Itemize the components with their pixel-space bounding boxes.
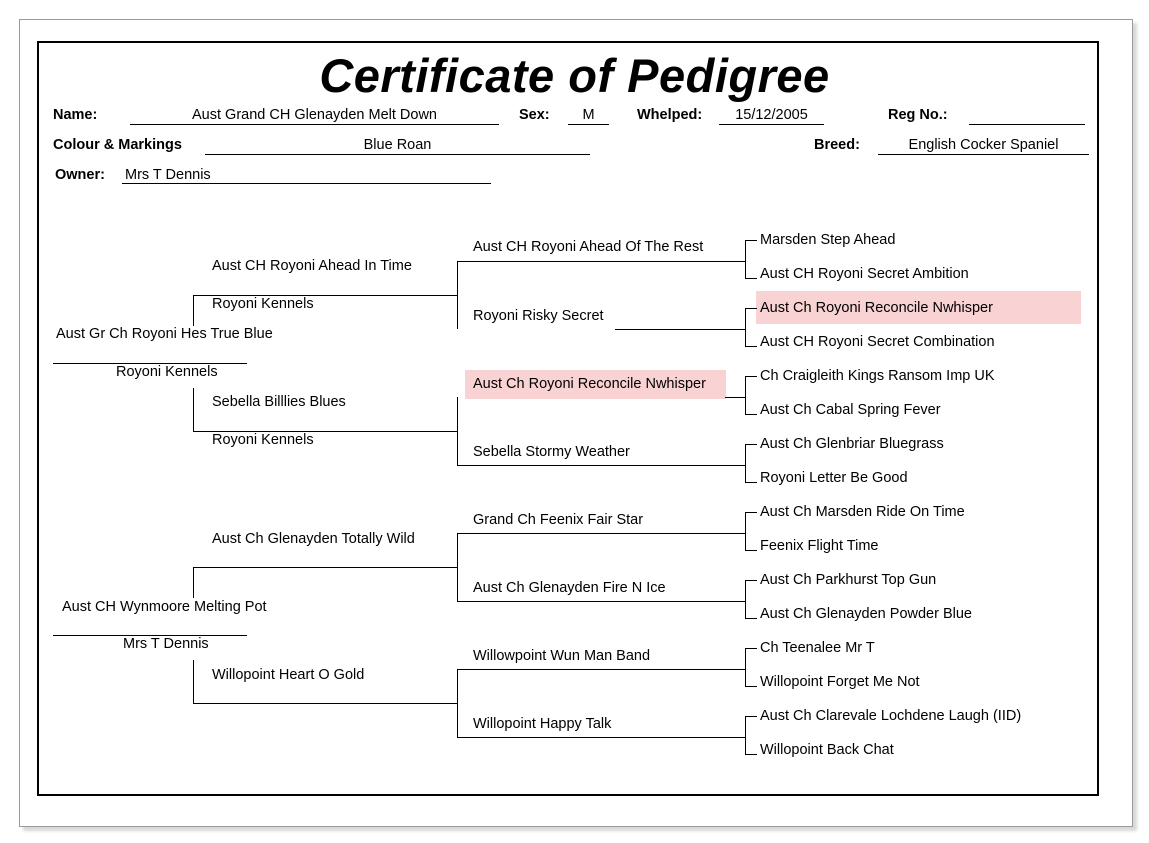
tree-connector xyxy=(745,376,757,377)
dam-owner: Mrs T Dennis xyxy=(123,636,209,652)
name-label: Name: xyxy=(53,107,98,123)
grandsire-paternal-owner: Royoni Kennels xyxy=(212,296,314,312)
owner-field: Mrs T Dennis xyxy=(122,166,491,184)
tree-connector xyxy=(745,376,746,414)
great-great-grandparent: Royoni Letter Be Good xyxy=(760,470,908,486)
breed-field: English Cocker Spaniel xyxy=(878,136,1089,155)
grandsire-paternal: Aust CH Royoni Ahead In Time xyxy=(212,258,412,274)
tree-connector xyxy=(457,737,745,738)
tree-connector xyxy=(457,465,745,466)
granddam-maternal: Willopoint Heart O Gold xyxy=(212,667,365,683)
great-great-grandparent: Willopoint Forget Me Not xyxy=(760,674,920,690)
tree-connector xyxy=(193,567,194,598)
great-great-grandparent: Ch Teenalee Mr T xyxy=(760,640,875,656)
great-great-grandparent: Marsden Step Ahead xyxy=(760,232,896,248)
tree-connector xyxy=(457,397,458,465)
great-grandparent: Aust Ch Royoni Reconcile Nwhisper xyxy=(473,376,706,392)
granddam-paternal: Sebella Billlies Blues xyxy=(212,394,346,410)
tree-connector xyxy=(745,482,757,483)
great-great-grandparent: Aust CH Royoni Secret Combination xyxy=(760,334,995,350)
great-grandparent: Grand Ch Feenix Fair Star xyxy=(473,512,644,528)
tree-connector xyxy=(457,533,745,534)
tree-connector xyxy=(193,388,194,431)
tree-connector xyxy=(745,686,757,687)
whelped-label: Whelped: xyxy=(637,107,703,123)
tree-connector xyxy=(745,444,757,445)
tree-connector xyxy=(745,512,757,513)
tree-connector xyxy=(745,444,746,482)
great-great-grandparent: Feenix Flight Time xyxy=(760,538,879,554)
tree-connector xyxy=(745,618,757,619)
tree-connector xyxy=(745,308,757,309)
tree-connector xyxy=(193,703,457,704)
great-grandparent: Willopoint Happy Talk xyxy=(473,716,612,732)
tree-connector xyxy=(457,261,458,329)
tree-connector xyxy=(745,278,757,279)
tree-connector xyxy=(193,295,194,326)
reg-no-field xyxy=(969,106,1085,125)
dam-name: Aust CH Wynmoore Melting Pot xyxy=(62,599,267,615)
owner-label: Owner: xyxy=(55,167,105,183)
tree-connector xyxy=(745,648,757,649)
great-great-grandparent: Aust Ch Marsden Ride On Time xyxy=(760,504,965,520)
great-great-grandparent: Aust Ch Clarevale Lochdene Laugh (IID) xyxy=(760,708,1022,724)
certificate-title: Certificate of Pedigree xyxy=(319,49,830,102)
tree-connector xyxy=(193,660,194,703)
tree-connector xyxy=(745,308,746,346)
tree-connector xyxy=(457,669,458,737)
great-grandparent: Aust Ch Glenayden Fire N Ice xyxy=(473,580,666,596)
tree-connector xyxy=(745,512,746,550)
great-great-grandparent: Willopoint Back Chat xyxy=(760,742,894,758)
great-grandparent: Sebella Stormy Weather xyxy=(473,444,630,460)
whelped-field: 15/12/2005 xyxy=(719,106,824,125)
sex-label: Sex: xyxy=(519,107,550,123)
tree-connector xyxy=(615,329,745,330)
tree-connector xyxy=(745,648,746,686)
sire-name: Aust Gr Ch Royoni Hes True Blue xyxy=(56,326,273,342)
tree-connector xyxy=(725,397,745,398)
tree-connector xyxy=(193,567,457,568)
great-great-grandparent: Aust Ch Parkhurst Top Gun xyxy=(760,572,937,588)
breed-label: Breed: xyxy=(814,137,860,153)
great-grandparent: Willowpoint Wun Man Band xyxy=(473,648,651,664)
great-great-grandparent: Aust Ch Royoni Reconcile Nwhisper xyxy=(760,300,993,316)
tree-connector xyxy=(457,601,745,602)
tree-connector xyxy=(745,716,746,754)
colour-label: Colour & Markings xyxy=(53,137,182,153)
tree-connector xyxy=(457,669,745,670)
tree-connector xyxy=(745,716,757,717)
great-great-grandparent: Aust Ch Cabal Spring Fever xyxy=(760,402,941,418)
colour-field: Blue Roan xyxy=(205,136,590,155)
tree-connector xyxy=(745,240,746,278)
grandsire-maternal: Aust Ch Glenayden Totally Wild xyxy=(212,531,415,547)
great-great-grandparent: Aust CH Royoni Secret Ambition xyxy=(760,266,969,282)
sire-owner: Royoni Kennels xyxy=(116,364,218,380)
tree-connector xyxy=(457,261,745,262)
tree-connector xyxy=(745,580,746,618)
tree-connector xyxy=(457,533,458,601)
tree-connector xyxy=(745,414,757,415)
sex-field: M xyxy=(568,106,609,125)
great-grandparent: Aust CH Royoni Ahead Of The Rest xyxy=(473,239,704,255)
great-grandparent: Royoni Risky Secret xyxy=(473,308,604,324)
tree-connector xyxy=(745,580,757,581)
great-great-grandparent: Aust Ch Glenbriar Bluegrass xyxy=(760,436,944,452)
great-great-grandparent: Ch Craigleith Kings Ransom Imp UK xyxy=(760,368,995,384)
great-great-grandparent: Aust Ch Glenayden Powder Blue xyxy=(760,606,972,622)
granddam-paternal-owner: Royoni Kennels xyxy=(212,432,314,448)
tree-connector xyxy=(745,754,757,755)
tree-connector xyxy=(745,346,757,347)
name-field: Aust Grand CH Glenayden Melt Down xyxy=(130,106,499,125)
tree-connector xyxy=(745,550,757,551)
reg-no-label: Reg No.: xyxy=(888,107,948,123)
tree-connector xyxy=(745,240,757,241)
